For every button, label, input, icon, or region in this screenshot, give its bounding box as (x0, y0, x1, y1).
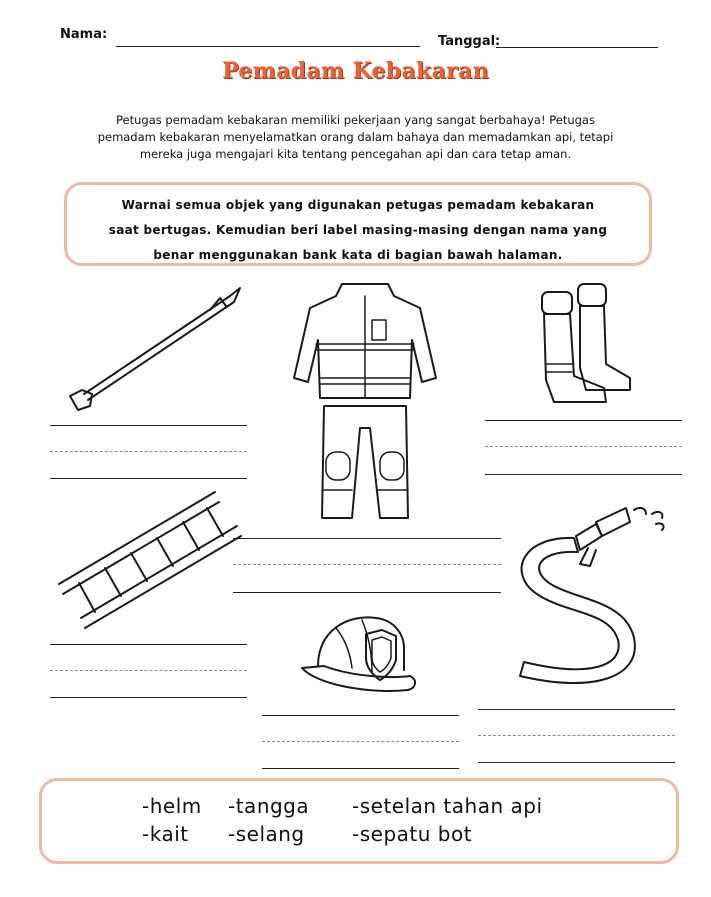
helmet-answer-line-bottom (262, 768, 459, 769)
word-bank-item: -tangga (228, 794, 310, 818)
name-line[interactable] (116, 46, 420, 47)
ladder-answer-line-bottom (50, 697, 247, 698)
suit-answer-line-bottom (233, 592, 501, 593)
hose-answer-line-bottom (478, 762, 675, 763)
hook-answer-line-bottom (50, 478, 247, 479)
helmet-answer-line-top[interactable] (262, 715, 459, 716)
date-label: Tanggal: (438, 34, 501, 49)
boots-icon (532, 278, 642, 408)
word-bank-item: -setelan tahan api (352, 794, 543, 818)
ladder-icon (55, 488, 245, 633)
hose-answer-line-mid (478, 735, 675, 736)
instruction-box (64, 182, 652, 266)
boots-answer-line-bottom (485, 474, 682, 475)
hook-answer-line-top[interactable] (50, 425, 247, 426)
hose-icon (500, 492, 680, 687)
hook-icon (60, 280, 250, 420)
word-bank-item: -sepatu bot (352, 822, 473, 846)
boots-answer-line-mid (485, 446, 682, 447)
word-bank-item: -helm (142, 794, 202, 818)
word-bank-item: -selang (228, 822, 305, 846)
hook-answer-line-mid (50, 451, 247, 452)
helmet-answer-line-mid (262, 741, 459, 742)
hose-answer-line-top[interactable] (478, 709, 675, 710)
instruction-text: Warnai semua objek yang digunakan petugas pemadam kebakaran saat bertugas. Kemudian beri label masing-masing dengan nama yang benar menggunakan bank kata di bagian bawah halaman. (108, 198, 608, 262)
date-line[interactable] (496, 47, 658, 48)
intro-paragraph: Petugas pemadam kebakaran memiliki pekerjaan yang sangat berbahaya! Petugas pemadam kebakaran menyelamatkan orang dalam bahaya dan memadamkan api, tetapi mereka juga mengajari kita tentang pencegahan api dan cara tetap aman. (97, 113, 614, 161)
ladder-answer-line-mid (50, 670, 247, 671)
page-title: Pemadam Kebakaran (222, 58, 489, 84)
name-label: Nama: (60, 27, 108, 42)
word-bank (39, 778, 679, 864)
suit-answer-line-mid (233, 564, 501, 565)
suit-answer-line-top[interactable] (233, 538, 501, 539)
helmet-icon (296, 608, 426, 703)
word-bank-item: -kait (142, 822, 189, 846)
fire-suit-icon (290, 278, 440, 523)
boots-answer-line-top[interactable] (485, 420, 682, 421)
ladder-answer-line-top[interactable] (50, 644, 247, 645)
